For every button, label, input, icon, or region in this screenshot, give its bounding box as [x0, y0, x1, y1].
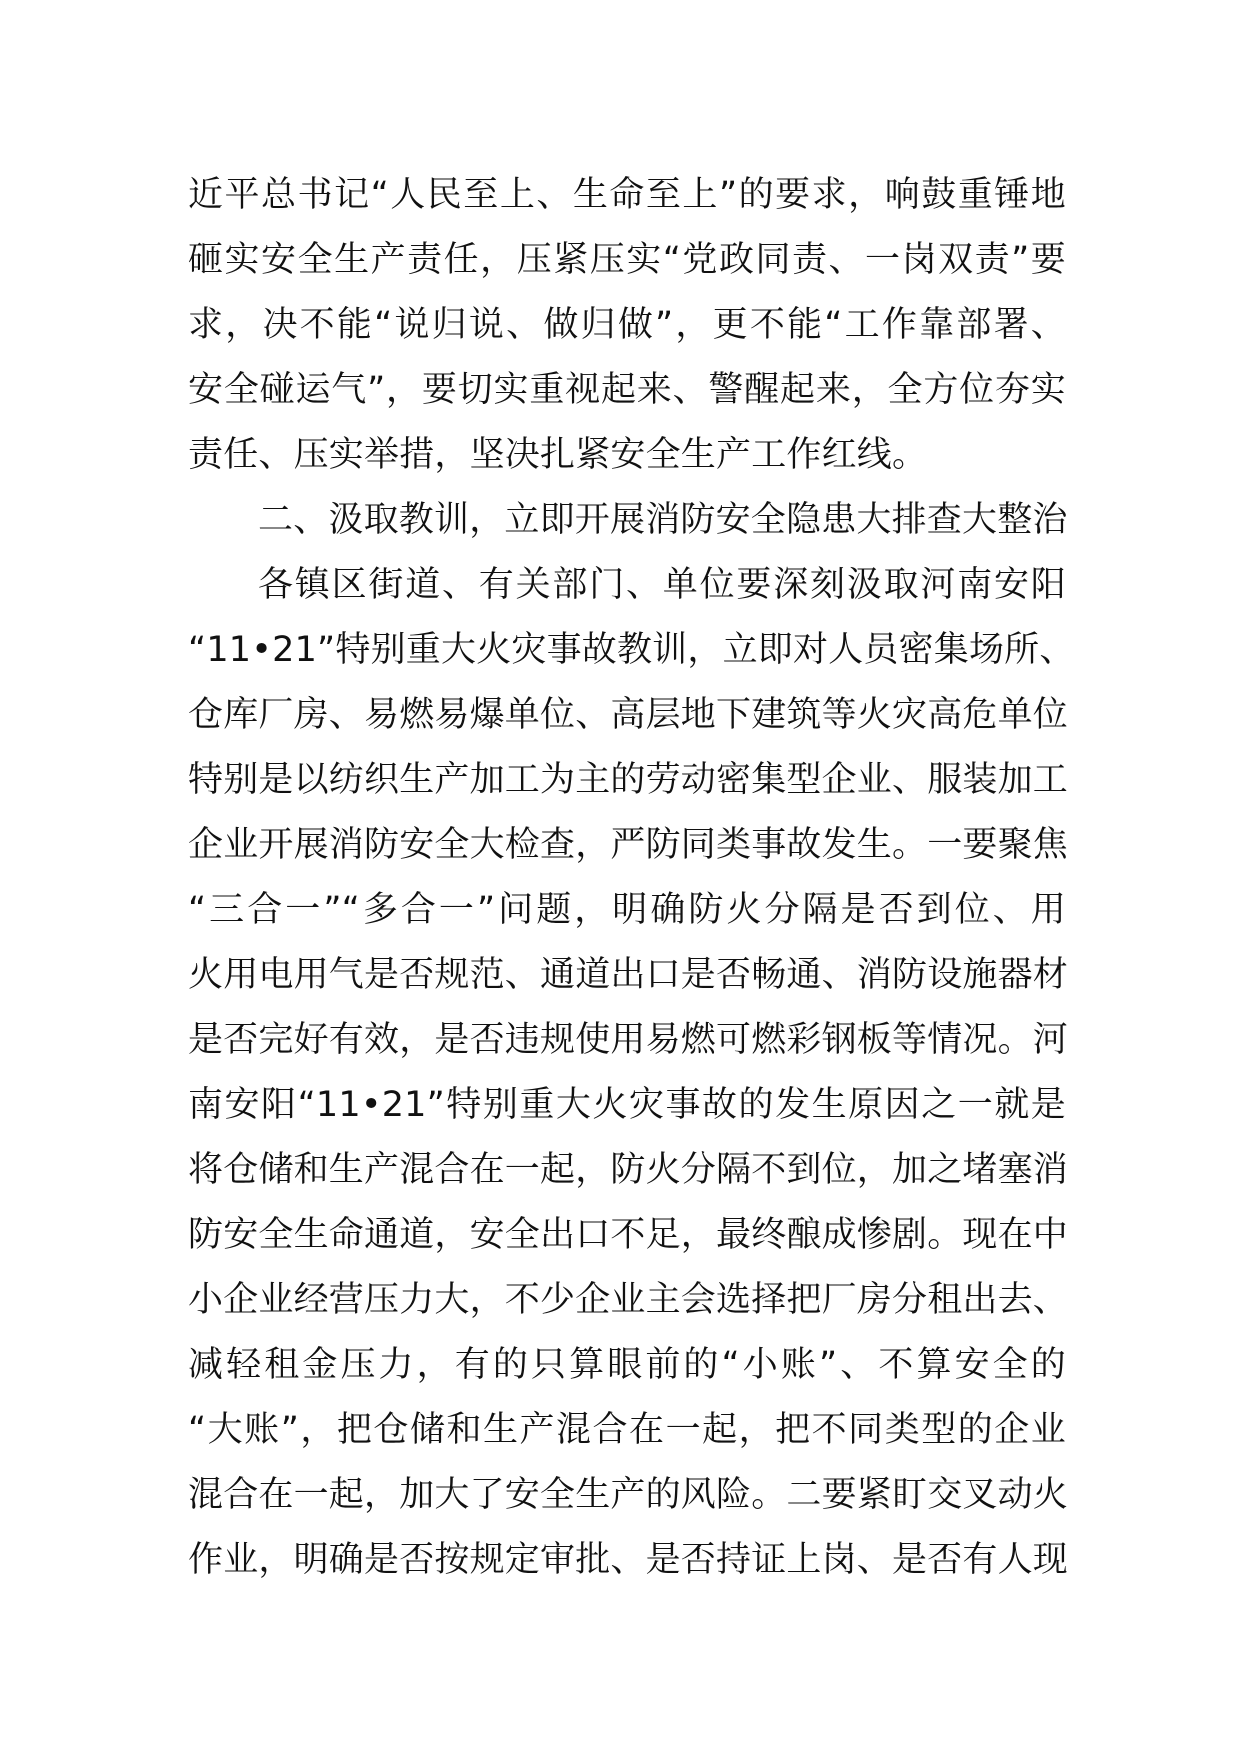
paragraph-line: 企业开展消防安全大检查，严防同类事故发生。一要聚焦	[188, 825, 1069, 865]
body-line: 求，决不能“说归说、做归做”，更不能“工作靠部署、	[188, 305, 1066, 345]
paragraph-line: 作业，明确是否按规定审批、是否持证上岗、是否有人现	[188, 1540, 1069, 1580]
body-line: 砸实安全生产责任，压紧压实“党政同责、一岗双责”要	[188, 240, 1066, 280]
paragraph-line: 防安全生命通道，安全出口不足，最终酿成惨剧。现在中	[188, 1215, 1069, 1255]
body-line: 安全碰运气”，要切实重视起来、警醒起来，全方位夯实	[188, 370, 1066, 410]
paragraph-line: “三合一”“多合一”问题，明确防火分隔是否到位、用	[188, 890, 1066, 930]
paragraph-line: 各镇区街道、有关部门、单位要深刻汲取河南安阳	[258, 565, 1066, 605]
paragraph-line: 将仓储和生产混合在一起，防火分隔不到位，加之堵塞消	[188, 1150, 1069, 1190]
body-line: 近平总书记“人民至上、生命至上”的要求，响鼓重锤地	[188, 175, 1066, 215]
paragraph-line: 是否完好有效，是否违规使用易燃可燃彩钢板等情况。河	[188, 1020, 1069, 1060]
paragraph-line: 仓库厂房、易燃易爆单位、高层地下建筑等火灾高危单位	[188, 695, 1069, 735]
paragraph-line: “11•21”特别重大火灾事故教训，立即对人员密集场所、	[188, 630, 1075, 670]
paragraph-line: “大账”，把仓储和生产混合在一起，把不同类型的企业	[188, 1410, 1066, 1450]
paragraph-line: 混合在一起，加大了安全生产的风险。二要紧盯交叉动火	[188, 1475, 1069, 1515]
paragraph-line: 火用电用气是否规范、通道出口是否畅通、消防设施器材	[188, 955, 1069, 995]
section-heading: 二、汲取教训，立即开展消防安全隐患大排查大整治	[258, 500, 1068, 540]
paragraph-line: 特别是以纺织生产加工为主的劳动密集型企业、服装加工	[188, 760, 1069, 800]
body-line: 责任、压实举措，坚决扎紧安全生产工作红线。	[188, 435, 928, 475]
document-body	[188, 163, 1075, 1593]
paragraph-line: 小企业经营压力大，不少企业主会选择把厂房分租出去、	[188, 1280, 1069, 1320]
paragraph-line: 南安阳“11•21”特别重大火灾事故的发生原因之一就是	[188, 1085, 1066, 1125]
paragraph-line: 减轻租金压力，有的只算眼前的“小账”、不算安全的	[188, 1345, 1066, 1385]
